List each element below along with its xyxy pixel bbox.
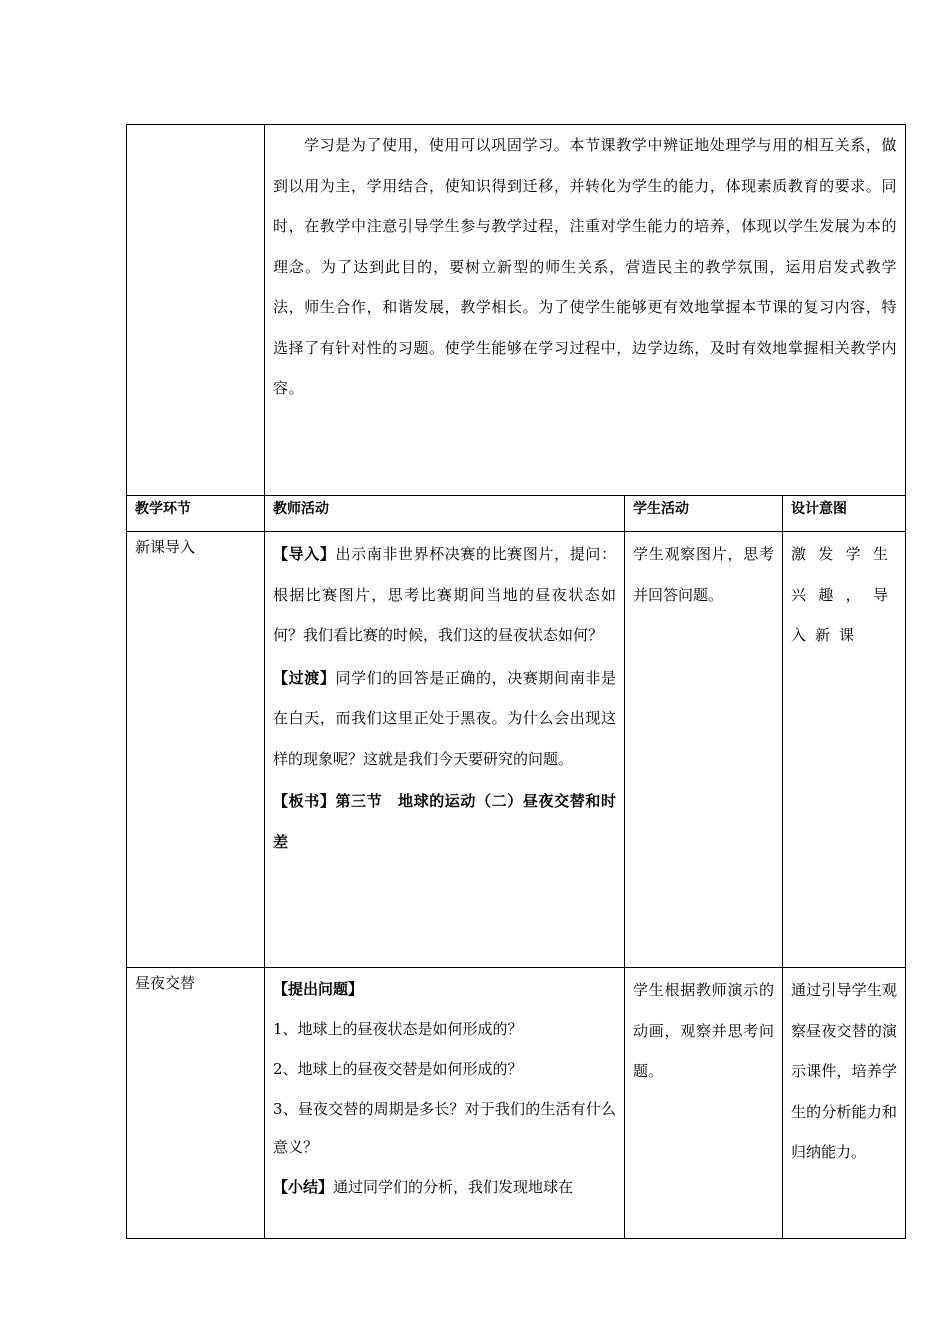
intro-empty-cell xyxy=(127,125,265,496)
stage-label: 新课导入 xyxy=(135,538,196,556)
header-intent: 设计意图 xyxy=(783,496,906,532)
student-activity-cell xyxy=(625,968,783,1239)
header-teacher: 教师活动 xyxy=(265,496,625,532)
intent-text: 通过引导学生观察昼夜交替的演示课件，培养学生的分析能力和归纳能力。 xyxy=(791,981,897,1161)
guodu-tag: 【过渡】 xyxy=(273,668,336,687)
teacher-activity-cell xyxy=(265,532,625,968)
intro-paragraph: 学习是为了使用，使用可以巩固学习。本节课教学中辨证地处理学与用的相互关系，做到以用为主，学用结合，使知识得到迁移，并转化为学生的能力，体现素质教育的要求。同时，在教学中注意引导学生参与教学过程，注重对学生能力的培养，体现以学生发展为本的理念。为了达到此目的，要树立新型的师生关系，营造民主的教学氛围，运用启发式教学法，师生合作，和谐发展，教学相长。为了使学生能够更有效地掌握本节课的复习内容，特选择了有针对性的习题。使学生能够在学习过程中，边学边练，及时有效地掌握相关教学内容。 xyxy=(273,136,897,397)
question-1: 1、地球上的昼夜状态是如何形成的？ xyxy=(273,1020,523,1038)
daoru-tag: 【导入】 xyxy=(273,545,336,563)
intent-cell xyxy=(783,532,906,968)
banshu-text: 第三节 地球的运动（二）昼夜交替和时差 xyxy=(273,792,616,851)
stage-label: 昼夜交替 xyxy=(135,974,196,992)
student-activity-cell xyxy=(625,532,783,968)
question-2: 2、地球上的昼夜交替是如何形成的？ xyxy=(273,1060,523,1078)
guodu-text: 同学们的回答是正确的，决赛期间南非是在白天，而我们这里正处于黑夜。为什么会出现这样的现象呢？这就是我们今天要研究的问题。 xyxy=(273,668,616,768)
intent-text: 激发学生兴趣，导入新课 xyxy=(791,545,897,644)
intro-cell xyxy=(265,125,906,496)
lesson-plan-table xyxy=(126,124,906,1239)
intro-row xyxy=(127,125,906,496)
summary-text: 通过同学们的分析，我们发现地球在 xyxy=(333,1178,574,1196)
table-row xyxy=(127,968,906,1239)
stage-cell xyxy=(127,968,265,1239)
student-activity-text: 学生观察图片，思考并回答问题。 xyxy=(633,545,774,604)
question-tag: 【提出问题】 xyxy=(273,980,364,998)
guodu-paragraph xyxy=(273,656,616,780)
summary-paragraph xyxy=(273,1166,616,1206)
banshu-paragraph xyxy=(273,779,616,862)
daoru-paragraph xyxy=(273,532,616,656)
table-row xyxy=(127,532,906,968)
teacher-activity-cell xyxy=(265,968,625,1239)
intent-cell xyxy=(783,968,906,1239)
table-header-row xyxy=(127,496,906,532)
banshu-tag: 【板书】 xyxy=(273,792,336,810)
question-3: 3、昼夜交替的周期是多长？对于我们的生活有什么意义？ xyxy=(273,1100,616,1156)
header-student: 学生活动 xyxy=(625,496,783,532)
daoru-text: 出示南非世界杯决赛的比赛图片，提问：根据比赛图片，思考比赛期间当地的昼夜状态如何？我们看比赛的时候，我们这的昼夜状态如何？ xyxy=(273,545,616,644)
header-stage: 教学环节 xyxy=(127,496,265,532)
summary-tag: 【小结】 xyxy=(273,1178,334,1196)
student-activity-text: 学生根据教师演示的动画，观察并思考问题。 xyxy=(633,981,774,1080)
stage-cell xyxy=(127,532,265,968)
